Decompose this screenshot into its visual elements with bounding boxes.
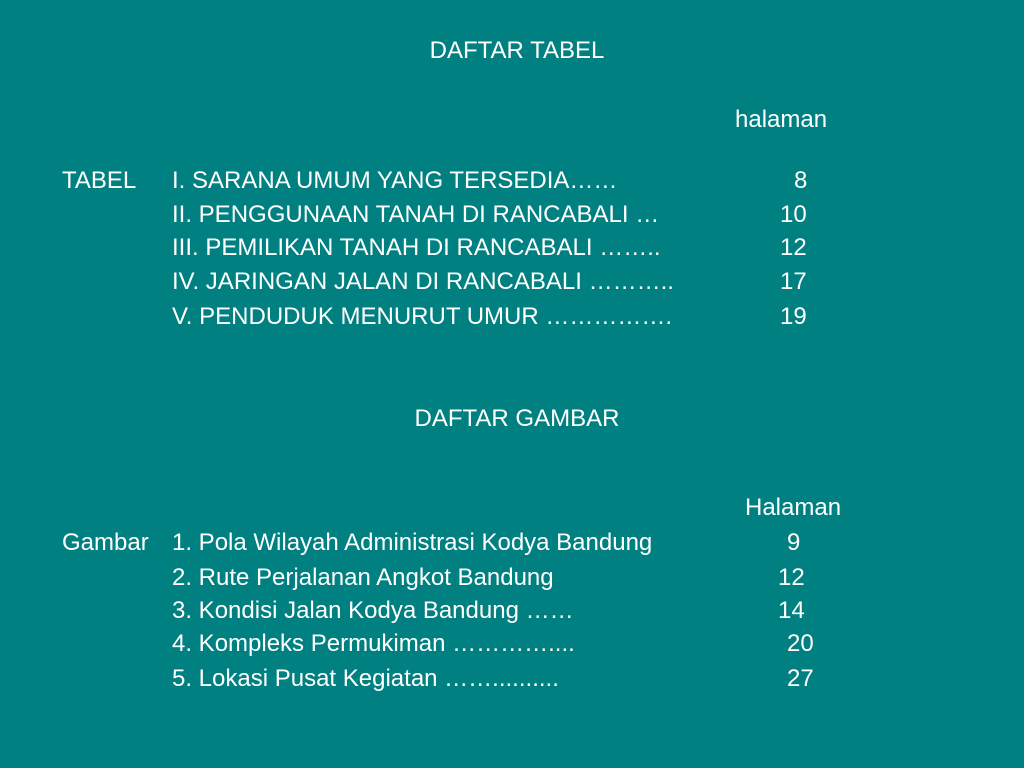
table-entry-page: 19 [780,303,807,330]
figures-prefix: Gambar [62,529,149,556]
table-entry-page: 12 [780,234,807,261]
figure-entry-page: 14 [778,597,805,624]
figures-heading: DAFTAR GAMBAR [414,405,620,432]
figure-entry-label: 4. Kompleks Permukiman ………….... [172,630,575,657]
figure-entry-label: 2. Rute Perjalanan Angkot Bandung [172,564,554,591]
table-entry-label: IV. JARINGAN JALAN DI RANCABALI ……….. [172,268,674,295]
table-entry-label: II. PENGGUNAAN TANAH DI RANCABALI … [172,201,660,228]
figure-entry-page: 9 [787,529,801,556]
figure-entry-page: 12 [778,564,805,591]
table-entry-page: 8 [794,167,808,194]
figure-entry-page: 27 [787,665,814,692]
table-entry-label: III. PEMILIKAN TANAH DI RANCABALI …….. [172,234,661,261]
tables-page-label: halaman [735,106,828,133]
figure-entry-label: 1. Pola Wilayah Administrasi Kodya Bandung [172,529,653,556]
figure-entry-label: 5. Lokasi Pusat Kegiatan …….......... [172,665,559,692]
figure-entry-page: 20 [787,630,814,657]
figure-entry-label: 3. Kondisi Jalan Kodya Bandung …… [172,597,574,624]
table-entry-page: 17 [780,268,807,295]
table-entry-page: 10 [780,201,807,228]
tables-heading: DAFTAR TABEL [429,37,605,64]
figures-page-label: Halaman [745,494,842,521]
table-entry-label: I. SARANA UMUM YANG TERSEDIA…… [172,167,618,194]
table-entry-label: V. PENDUDUK MENURUT UMUR ……………. [172,303,673,330]
tables-prefix: TABEL [62,167,137,194]
